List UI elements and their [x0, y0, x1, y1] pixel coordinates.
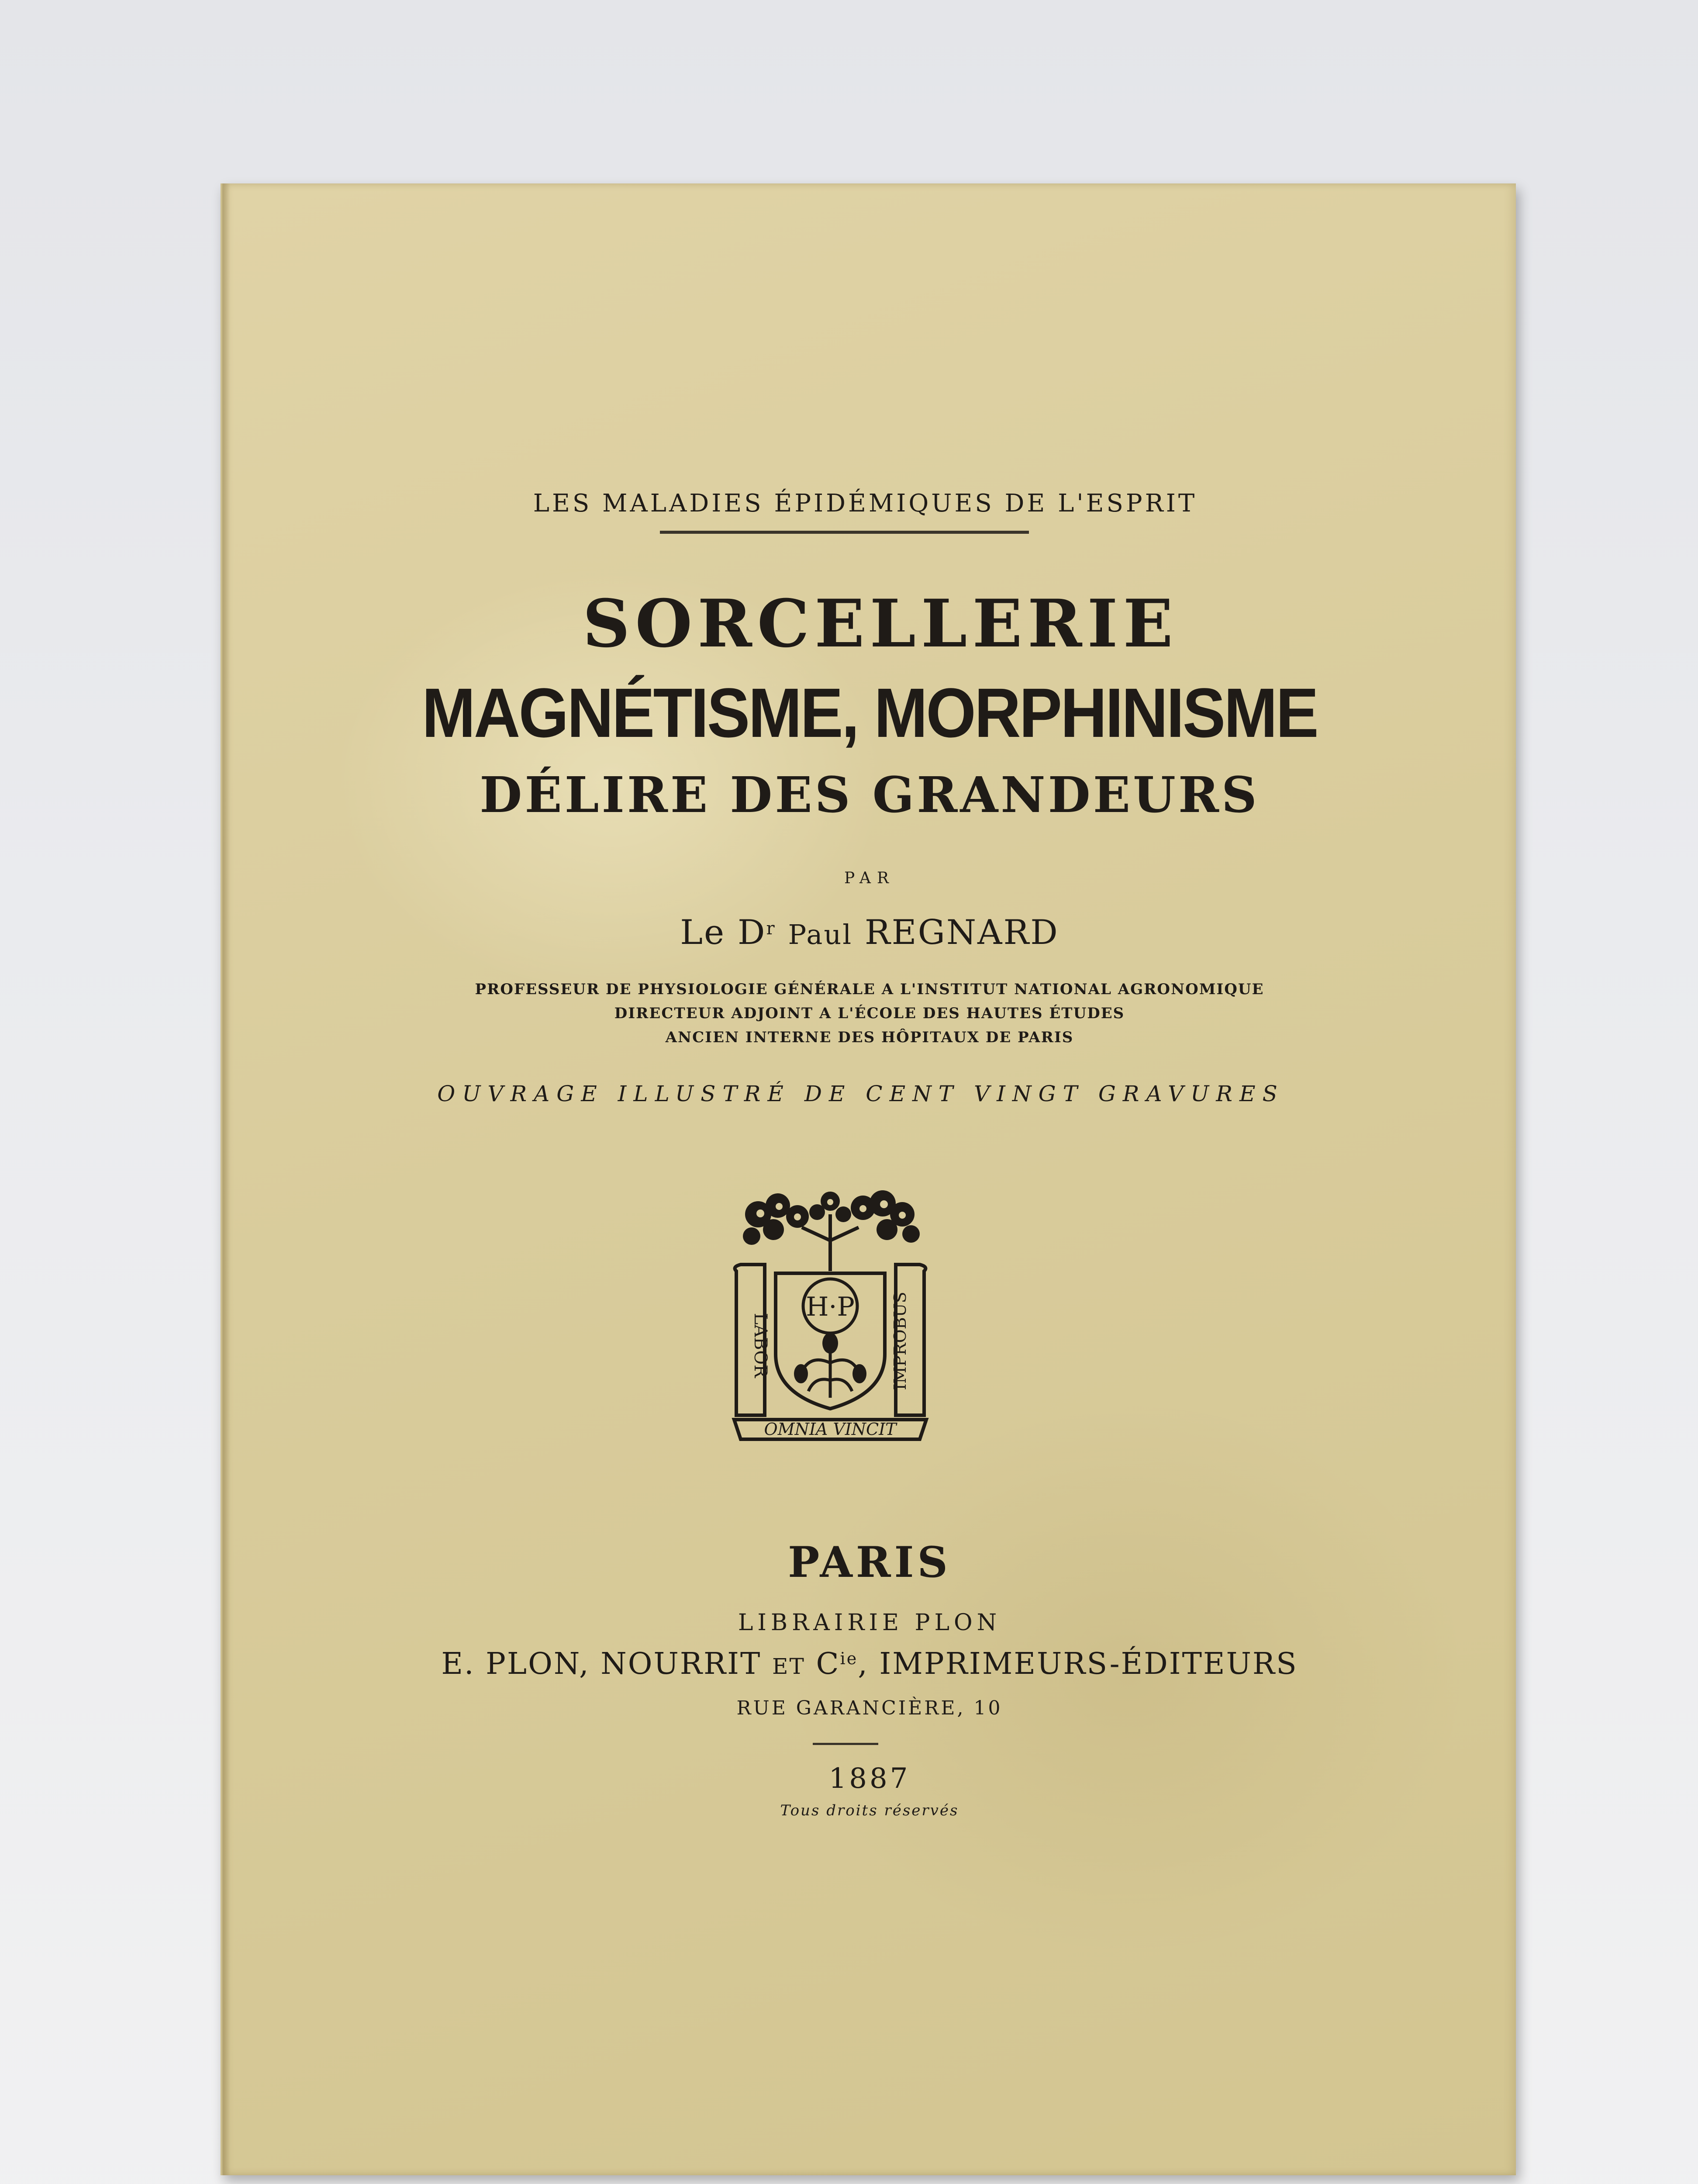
author-last-name: REGNARD	[864, 913, 1059, 952]
series-title: LES MALADIES ÉPIDÉMIQUES DE L'ESPRIT	[533, 489, 1198, 518]
library-name: LIBRAIRIE PLON	[738, 1610, 1001, 1636]
publisher-et: ET	[772, 1654, 805, 1679]
rights-notice: Tous droits réservés	[780, 1802, 959, 1819]
author-prefix: Le	[680, 913, 726, 952]
publisher-emblem-icon	[728, 1188, 933, 1446]
series-divider	[660, 531, 1029, 534]
title-line-2: MAGNÉTISME, MORPHINISME	[422, 674, 1317, 752]
author-name	[223, 913, 1516, 952]
title-line-1: SORCELLERIE	[583, 585, 1178, 662]
illustration-note: OUVRAGE ILLUSTRÉ DE CENT VINGT GRAVURES	[437, 1081, 1284, 1106]
cover-left-edge	[222, 183, 230, 2175]
author-credential-2: DIRECTEUR ADJOINT A L'ÉCOLE DES HAUTES ÉTUDES	[614, 1005, 1125, 1022]
publisher-line	[223, 1647, 1516, 1681]
publication-city: PARIS	[788, 1538, 951, 1587]
publisher-street: RUE GARANCIÈRE, 10	[736, 1697, 1003, 1719]
author-credential-1: PROFESSEUR DE PHYSIOLOGIE GÉNÉRALE A L'INSTITUT NATIONAL AGRONOMIQUE	[475, 981, 1264, 998]
author-credential-3: ANCIEN INTERNE DES HÔPITAUX DE PARIS	[665, 1029, 1074, 1046]
publisher-main: E. PLON, NOURRIT	[441, 1647, 762, 1681]
book-cover	[221, 183, 1516, 2175]
emblem-monogram: H·P	[806, 1292, 855, 1322]
publisher-co: $C^{ie}$	[816, 1647, 858, 1681]
title-line-3: DÉLIRE DES GRANDEURS	[480, 767, 1260, 824]
publication-year: 1887	[828, 1762, 911, 1795]
publisher-rest: , IMPRIMEURS-ÉDITEURS	[858, 1647, 1298, 1681]
emblem-motto-left: LABOR	[750, 1313, 770, 1378]
by-label: PAR	[844, 869, 895, 887]
year-divider	[813, 1743, 878, 1745]
author-first-name: Paul	[788, 919, 853, 950]
emblem-motto-bottom: OMNIA VINCIT	[764, 1420, 897, 1439]
author-title: $D^r$	[738, 913, 776, 952]
emblem-motto-right: IMPROBUS	[890, 1292, 910, 1390]
